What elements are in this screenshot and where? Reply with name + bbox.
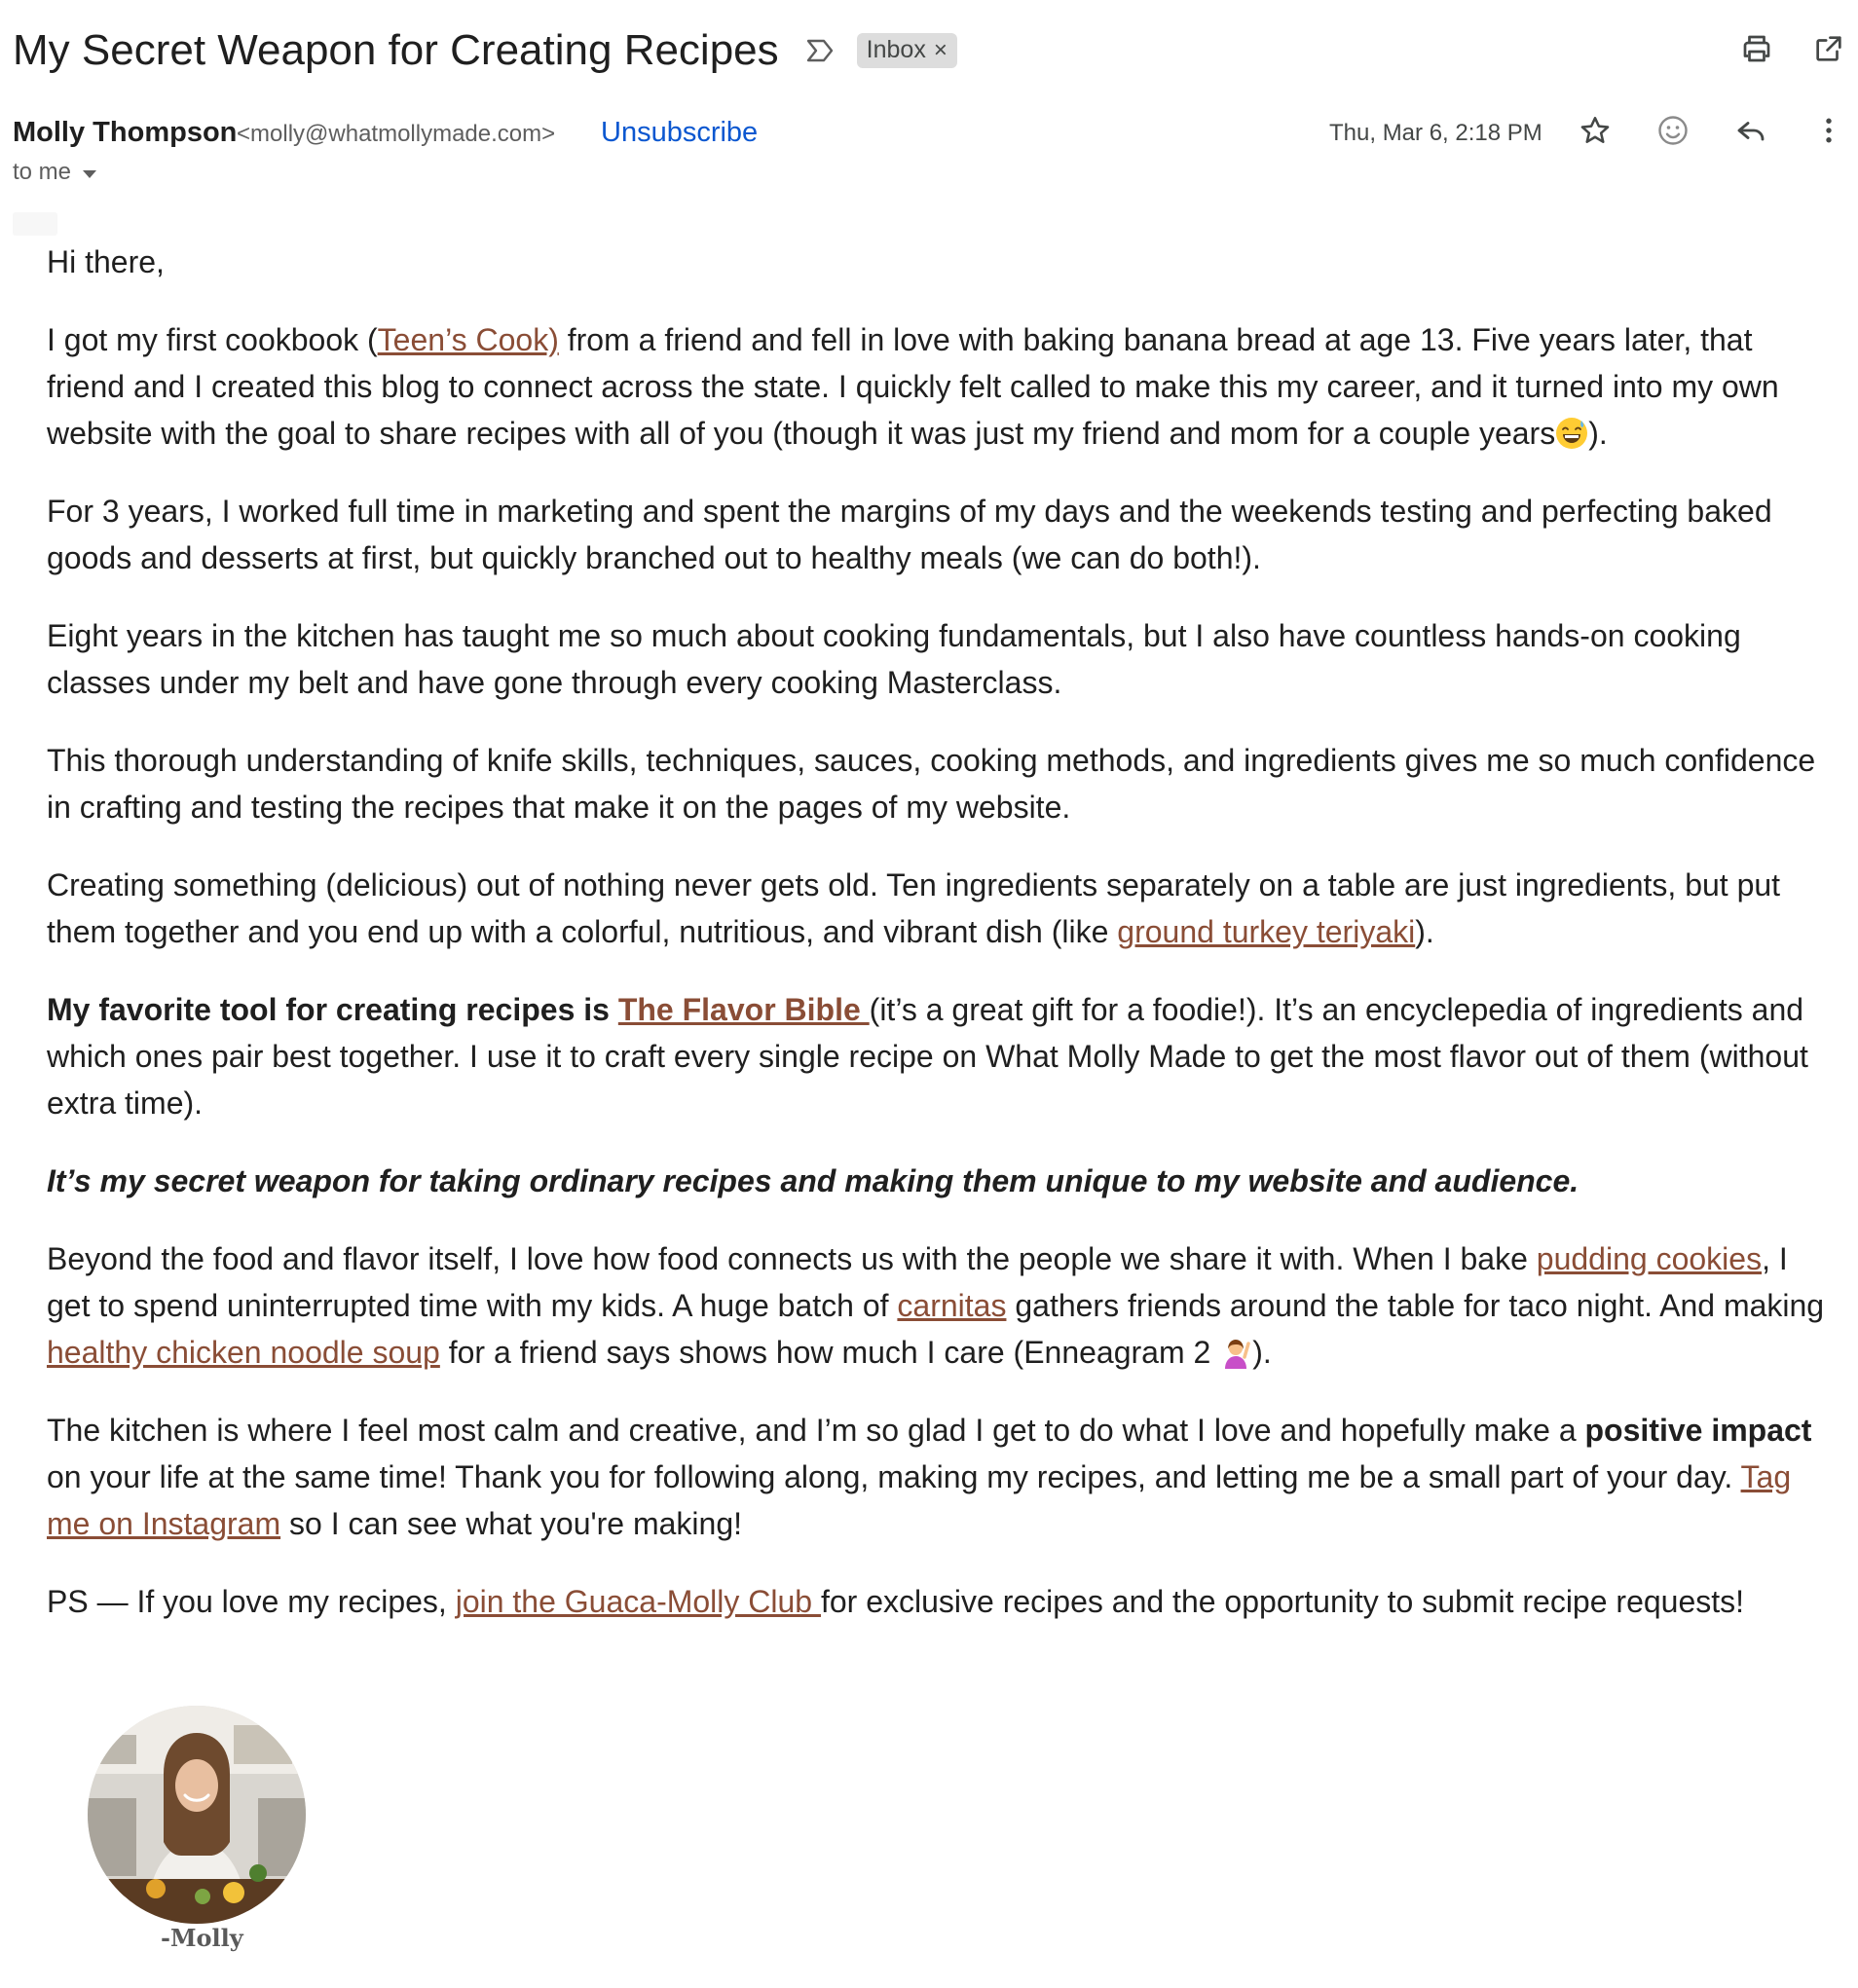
text: so I can see what you're making!	[280, 1506, 743, 1541]
email-date: Thu, Mar 6, 2:18 PM	[1329, 120, 1542, 146]
text: for exclusive recipes and the opportunity to submit recipe requests!	[820, 1584, 1745, 1619]
top-toolbar	[1737, 29, 1848, 68]
text: Creating something (delicious) out of nothing never gets old. Ten ingredients separately on a table are just ingredients, but put them together and you end up with a colorful, nutritious, and vibrant dish (like	[47, 867, 1781, 949]
signature: -Molly	[161, 1924, 243, 1952]
paragraph-4: This thorough understanding of knife skills, techniques, sauces, cooking methods, and ingredients gives me so much confidence in crafting and testing the recipes that make it on the pages of my website.	[47, 743, 1816, 825]
recipients-text: to me	[13, 159, 72, 185]
recipients-toggle[interactable]	[13, 159, 96, 186]
inbox-label: Inbox	[866, 36, 926, 63]
text: ).	[1415, 914, 1434, 949]
pudding-cookies-link[interactable]: pudding cookies	[1536, 1241, 1763, 1276]
flavor-bible-link[interactable]: The Flavor Bible	[617, 992, 870, 1027]
paragraph-10	[47, 1578, 1829, 1625]
grinning-face-with-sweat-emoji	[1555, 417, 1588, 450]
paragraph-1	[47, 316, 1829, 457]
greeting: Hi there,	[47, 244, 165, 279]
instagram-link[interactable]: Tag me on Instagram	[47, 1459, 1792, 1541]
text: I got my first cookbook (	[47, 322, 378, 357]
unsubscribe-link[interactable]: Unsubscribe	[601, 117, 759, 148]
paragraph-5	[47, 862, 1829, 955]
text: , I get to spend uninterrupted time with my kids. A huge batch of	[47, 1241, 1788, 1323]
remove-label-icon[interactable]: ×	[933, 36, 948, 63]
add-reaction-icon[interactable]	[1654, 111, 1692, 150]
subject-row	[13, 21, 957, 80]
more-vert-icon[interactable]	[1809, 111, 1848, 150]
hidden-preheader	[13, 212, 57, 236]
text: PS — If you love my recipes,	[47, 1584, 456, 1619]
text: on your life at the same time! Thank you for following along, making my recipes, and letting me be a small part of your day.	[47, 1459, 1741, 1494]
paragraph-7	[47, 1158, 1829, 1204]
bold-text: My favorite tool for creating recipes is	[47, 992, 618, 1027]
chevron-down-icon	[83, 170, 96, 178]
reply-icon[interactable]	[1731, 111, 1770, 150]
text: (it’s a great gift for a foodie!). It’s an encyclepedia of ingredients and which ones pair best together. I use it to craft every single recipe on What Molly Made to get the most flavor out of them (without extra time).	[47, 992, 1808, 1121]
open-in-new-window-icon[interactable]	[1809, 29, 1848, 68]
woman-raising-hand-emoji	[1219, 1336, 1252, 1369]
paragraph-8	[47, 1235, 1829, 1376]
sender-name[interactable]: Molly Thompson	[13, 117, 238, 148]
paragraph-6	[47, 986, 1829, 1126]
ground-turkey-teriyaki-link[interactable]: ground turkey teriyaki	[1117, 914, 1416, 949]
paragraph-2: For 3 years, I worked full time in marketing and spent the margins of my days and the weekends testing and perfecting baked goods and desserts at first, but quickly branched out to healthy meals (we can do both!).	[47, 494, 1772, 575]
importance-marker-icon[interactable]	[804, 35, 836, 66]
sender-row	[13, 113, 1843, 156]
text: ).	[1588, 416, 1608, 451]
text: for a friend says shows how much I care (Enneagram 2	[439, 1335, 1220, 1370]
inbox-label-chip	[857, 33, 957, 68]
email-subject: My Secret Weapon for Creating Recipes	[13, 26, 779, 74]
emphasis-text: It’s my secret weapon for taking ordinary recipes and making them unique to my website and audience.	[47, 1163, 1579, 1198]
sender-email: <molly@whatmollymade.com>	[237, 121, 556, 147]
text: ).	[1252, 1335, 1272, 1370]
print-icon[interactable]	[1737, 29, 1776, 68]
chicken-noodle-soup-link[interactable]: healthy chicken noodle soup	[47, 1335, 440, 1370]
email-body	[47, 239, 1829, 1656]
teens-cook-link[interactable]: Teen’s Cook)	[377, 322, 559, 357]
star-icon[interactable]	[1576, 111, 1615, 150]
guaca-molly-club-link[interactable]: join the Guaca-Molly Club	[455, 1584, 821, 1619]
bold-text: positive impact	[1584, 1413, 1812, 1448]
message-actions	[1576, 111, 1848, 150]
text: The kitchen is where I feel most calm and creative, and I’m so glad I get to do what I love and hopefully make a	[47, 1413, 1585, 1448]
avatar-photo	[88, 1706, 306, 1924]
text: from a friend and fell in love with baking banana bread at age 13. Five years later, that friend and I created this blog to connect across the state. I quickly felt called to make this my career, and it turned into my own website with the goal to share recipes with all of you (though it was just my friend and mom for a couple years	[47, 322, 1779, 451]
text: gathers friends around the table for taco night. And making	[1006, 1288, 1825, 1323]
paragraph-3: Eight years in the kitchen has taught me so much about cooking fundamentals, but I also have countless hands-on cooking classes under my belt and have gone through every cooking Masterclass.	[47, 618, 1741, 700]
carnitas-link[interactable]: carnitas	[897, 1288, 1007, 1323]
text: Beyond the food and flavor itself, I love how food connects us with the people we share it with. When I bake	[47, 1241, 1537, 1276]
paragraph-9	[47, 1407, 1829, 1547]
